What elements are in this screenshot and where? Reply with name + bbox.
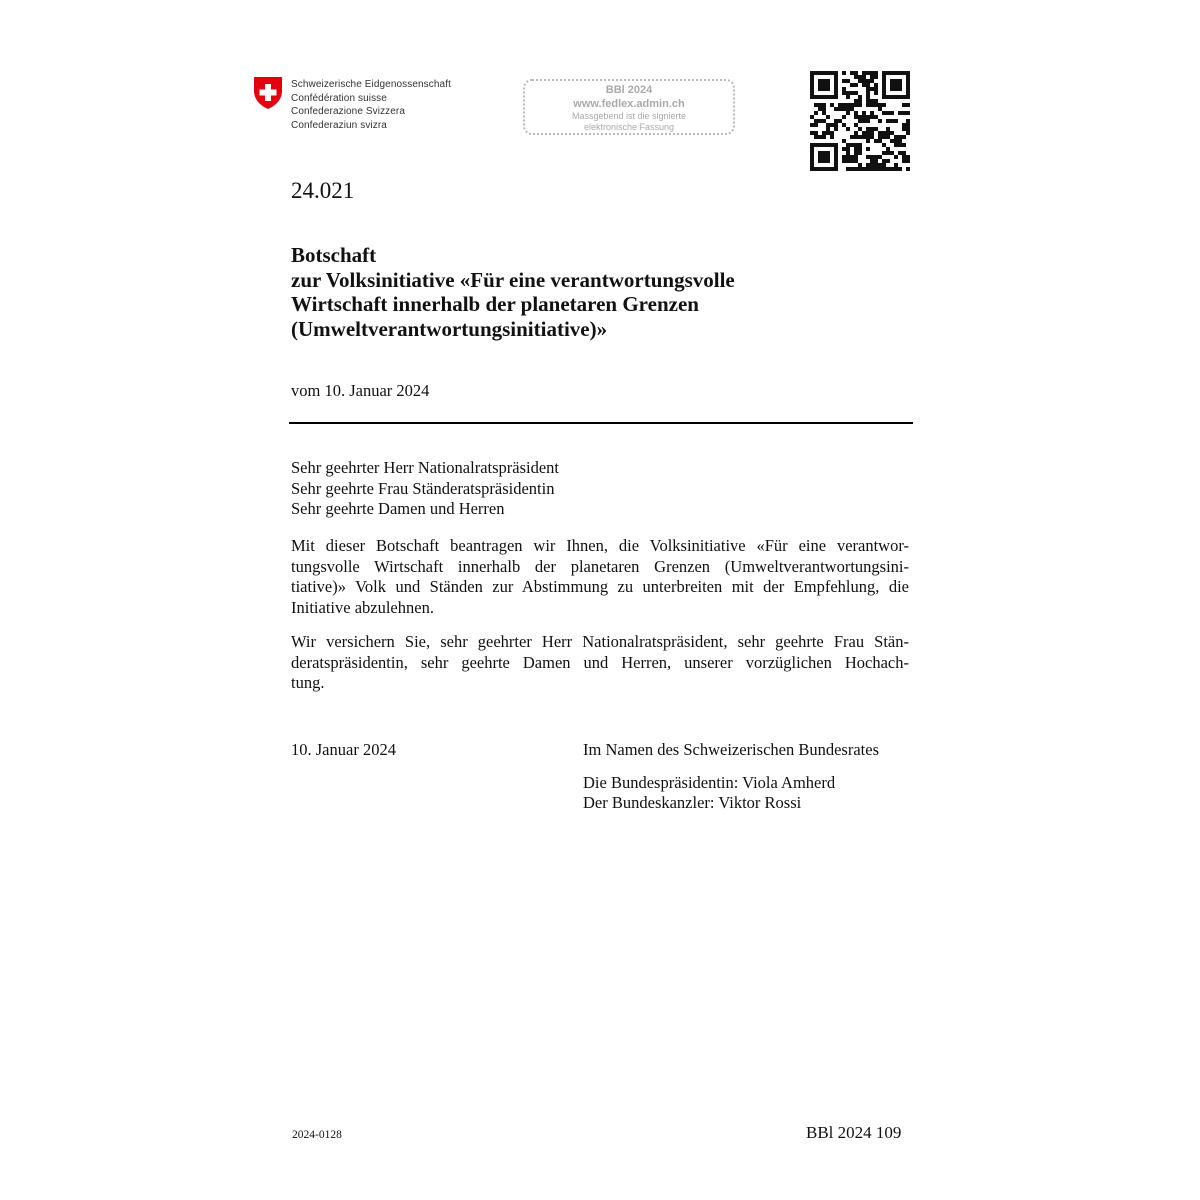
agency-line-fr: Confédération suisse: [291, 92, 387, 104]
stamp-line-url: www.fedlex.admin.ch: [573, 98, 685, 110]
swiss-cross-shield-icon: [253, 76, 283, 110]
paragraph-line: Mit dieser Botschaft beantragen wir Ihnen, die Volksinitiative «Für eine verantwor-: [291, 536, 909, 555]
agency-line-de: Schweizerische Eidgenossenschaft: [291, 79, 451, 90]
paragraph-line: Wir versichern Sie, sehr geehrter Herr Nationalratspräsident, sehr geehrte Frau Stän-: [291, 632, 909, 651]
agency-line-it: Confederazione Svizzera: [291, 106, 406, 117]
title-line: (Umweltverantwortungsinitiative)»: [291, 316, 608, 341]
salutation-line: Sehr geehrte Frau Ständeratspräsidentin: [291, 478, 555, 498]
stamp-line-bbl: BBl 2024: [605, 84, 653, 96]
document-date: vom 10. Januar 2024: [291, 381, 430, 400]
publication-stamp: [523, 79, 735, 135]
horizontal-rule: [289, 422, 913, 424]
paragraph-request: [291, 536, 909, 618]
document-title: [291, 243, 735, 341]
paragraph-line: tung.: [291, 673, 325, 692]
paragraph-line: deratspräsidentin, sehr geehrte Damen und Herren, unserer vorzüglichen Hochach-: [291, 652, 909, 672]
qr-code-icon: [810, 71, 910, 171]
salutation-line: Sehr geehrter Herr Nationalratspräsident: [291, 458, 560, 477]
signature-date: 10. Januar 2024: [291, 740, 396, 759]
title-line: zur Volksinitiative «Für eine verantwortungsvolle: [291, 267, 735, 292]
signature-block: [583, 740, 879, 814]
footer-doc-id: 2024-0128: [292, 1129, 342, 1141]
agency-line-rm: Confederaziun svizra: [291, 119, 387, 131]
paragraph-closing: [291, 632, 909, 694]
signature-chancellor: Der Bundeskanzler: Viktor Rossi: [583, 793, 802, 812]
agency-name-block: [291, 78, 451, 132]
footer-bbl-reference: BBl 2024 109: [806, 1123, 902, 1142]
stamp-line-note: Massgebend ist die signierte: [571, 111, 687, 121]
document-number: 24.021: [291, 178, 355, 203]
stamp-line-note2: elektronische Fassung: [583, 122, 675, 132]
salutation: [291, 458, 559, 520]
salutation-line: Sehr geehrte Damen und Herren: [291, 499, 505, 518]
title-line: Botschaft: [291, 243, 377, 267]
paragraph-line: Initiative abzulehnen.: [291, 597, 434, 617]
signature-president: Die Bundespräsidentin: Viola Amherd: [583, 772, 836, 792]
title-line: Wirtschaft innerhalb der planetaren Grenzen: [291, 292, 699, 316]
paragraph-line: tiative)» Volk und Ständen zur Abstimmung zu unterbreiten mit der Empfehlung, die: [291, 577, 909, 596]
paragraph-line: tungsvolle Wirtschaft innerhalb der planetaren Grenzen (Umweltverantwortungsini-: [291, 556, 909, 576]
signature-on-behalf: Im Namen des Schweizerischen Bundesrates: [583, 740, 879, 759]
